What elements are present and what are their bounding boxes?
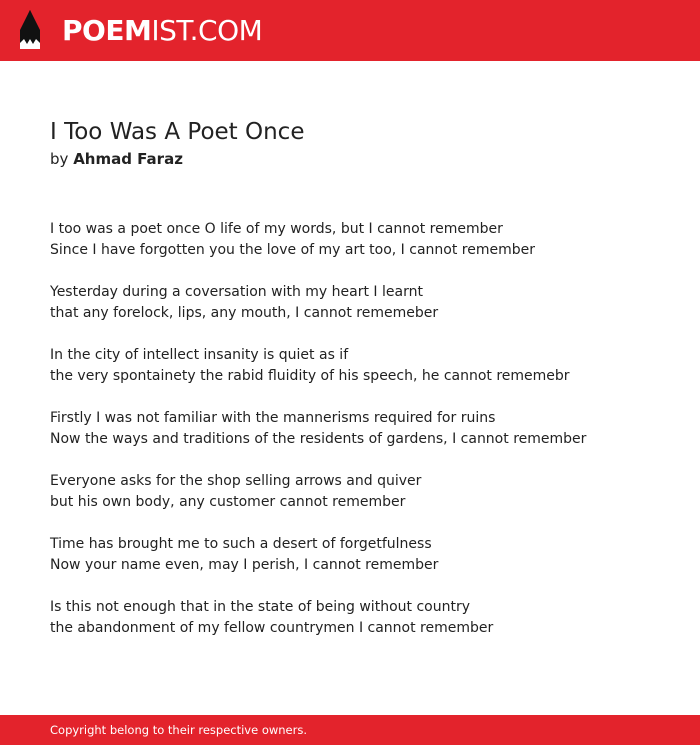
poem-body [50,219,670,660]
stanza [50,345,670,387]
poem-line: Everyone asks for the shop selling arrows and quiver [50,473,422,489]
stanza [50,597,670,639]
poem-title: I Too Was A Poet Once [50,119,305,145]
poem-line: Yesterday during a coversation with my heart I learnt [50,284,423,300]
site-header [0,0,700,61]
by-label: by [50,150,69,168]
stanza [50,408,670,450]
site-logo[interactable] [62,13,262,49]
poem-line: that any forelock, lips, any mouth, I cannot rememeber [50,305,439,321]
poem-line: In the city of intellect insanity is quiet as if [50,347,349,363]
poem-line: the very spontainety the rabid fluidity of his speech, he cannot rememebr [50,368,570,384]
poem-line: Now the ways and traditions of the residents of gardens, I cannot remember [50,431,587,447]
poem-line: but his own body, any customer cannot remember [50,494,406,510]
poem-line: the abandonment of my fellow countrymen I cannot remember [50,620,494,636]
poem-byline [50,149,183,169]
site-footer [0,715,700,745]
logo-text-bold: POEM [62,14,152,47]
poem-line: Now your name even, may I perish, I cannot remember [50,557,439,573]
poem-line: I too was a poet once O life of my words, but I cannot remember [50,221,503,237]
author-name[interactable]: Ahmad Faraz [73,150,183,168]
stanza [50,219,670,261]
poem-line: Time has brought me to such a desert of forgetfulness [50,536,432,552]
stanza [50,471,670,513]
poem-line: Is this not enough that in the state of being without country [50,599,470,615]
poem-line: Firstly I was not familiar with the mannerisms required for ruins [50,410,496,426]
stanza [50,282,670,324]
stanza [50,534,670,576]
logo-text-light: IST.COM [151,14,263,47]
poem-line: Since I have forgotten you the love of my art too, I cannot remember [50,242,535,258]
pencil-icon[interactable] [17,9,43,51]
copyright-text: Copyright belong to their respective owners. [50,723,308,737]
